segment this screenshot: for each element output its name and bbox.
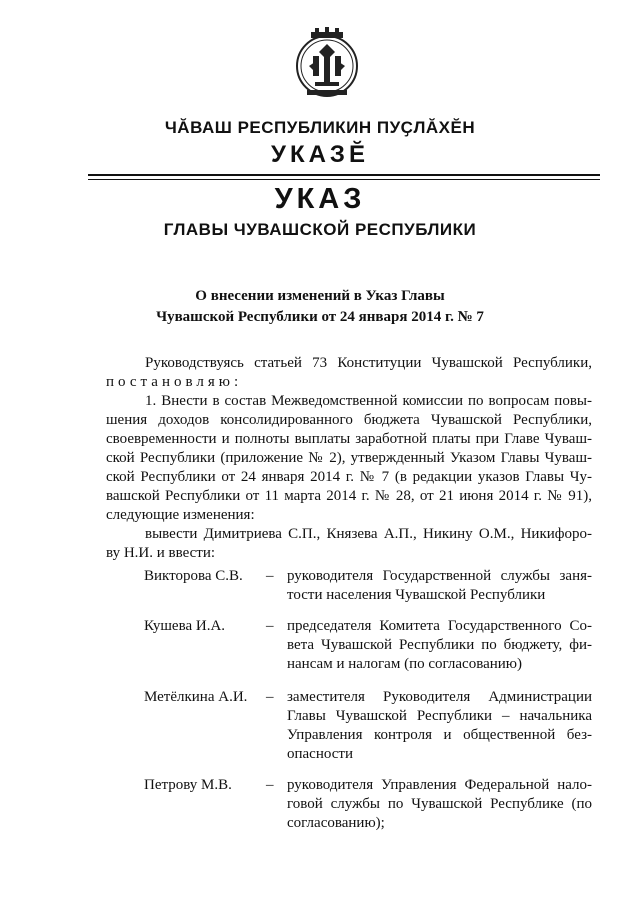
member-role-line: опасности	[287, 746, 353, 762]
member-role-line: вета Чувашской Республики по бюджету, фи-	[287, 637, 592, 653]
member-role-line: руководителя Государственной службы заня-	[287, 568, 592, 584]
ukaz-heading: УКАЗ	[274, 183, 366, 215]
member-role-line: нансам и налогам (по согласованию)	[287, 656, 523, 672]
document-title	[100, 286, 540, 328]
header-rule-thick	[88, 174, 600, 176]
glavy-heading: ГЛАВЫ ЧУВАШСКОЙ РЕСПУБЛИКИ	[163, 220, 477, 239]
body-line: 1. Внести в состав Межведомственной комиссии по вопросам повы-	[145, 393, 592, 409]
member-role-line: Главы Чувашской Республики – начальника	[287, 708, 592, 724]
member-role-line: согласованию);	[287, 815, 385, 831]
title-line-2: Чувашской Республики от 24 января 2014 г. № 7	[156, 309, 484, 325]
member-dash: –	[266, 618, 274, 634]
member-name: Кушева И.А.	[144, 618, 226, 634]
member-role-line: тости населения Чувашской Республики	[287, 587, 546, 603]
body-line: следующие изменения:	[106, 507, 255, 523]
member-dash: –	[266, 568, 274, 584]
member-name: Метёлкина А.И.	[144, 689, 248, 705]
body-line: ской Республики от 24 января 2014 г. № 7 (в редакции указов Главы Чу-	[106, 469, 592, 485]
member-role-line: заместителя Руководителя Администрации	[287, 689, 592, 705]
body-line: постановляю:	[106, 374, 243, 390]
header-rule-thin	[88, 179, 600, 180]
body-line: ской Республики (приложение № 2), утвержденный Указом Главы Чуваш-	[106, 450, 592, 466]
member-dash: –	[266, 689, 274, 705]
member-role-line: говой службы по Чувашской Республике (по	[287, 796, 592, 812]
member-role-line: руководителя Управления Федеральной нало-	[287, 777, 592, 793]
member-name: Викторова С.В.	[144, 568, 243, 584]
member-role-line: председателя Комитета Государственного Со-	[287, 618, 592, 634]
body-line: вывести Димитриева С.П., Князева А.П., Никину О.М., Никифоро-	[145, 526, 592, 542]
member-dash: –	[266, 777, 274, 793]
member-name: Петрову М.В.	[144, 777, 232, 793]
body-line: своевременности и полноты выплаты заработной платы при Главе Чуваш-	[106, 431, 592, 447]
body-line: вашской Республики от 11 марта 2014 г. № 28, от 21 июня 2014 г. № 91),	[106, 488, 592, 504]
body-line: шения доходов консолидированного бюджета Чувашской Республики,	[106, 412, 592, 428]
title-line-1: О внесении изменений в Указ Главы	[195, 288, 445, 304]
body-line: Руководствуясь статьей 73 Конституции Чувашской Республики,	[145, 355, 592, 371]
member-role-line: Управления контроля и общественной без-	[287, 727, 592, 743]
chuvash-ukaze-heading: УКАЗӖ	[271, 141, 369, 168]
body-line: ву Н.И. и ввести:	[106, 545, 216, 561]
chuvash-emblem-icon	[289, 26, 365, 102]
chuvash-header: ЧӐВАШ РЕСПУБЛИКИН ПУҪЛӐХӖН	[164, 118, 476, 137]
